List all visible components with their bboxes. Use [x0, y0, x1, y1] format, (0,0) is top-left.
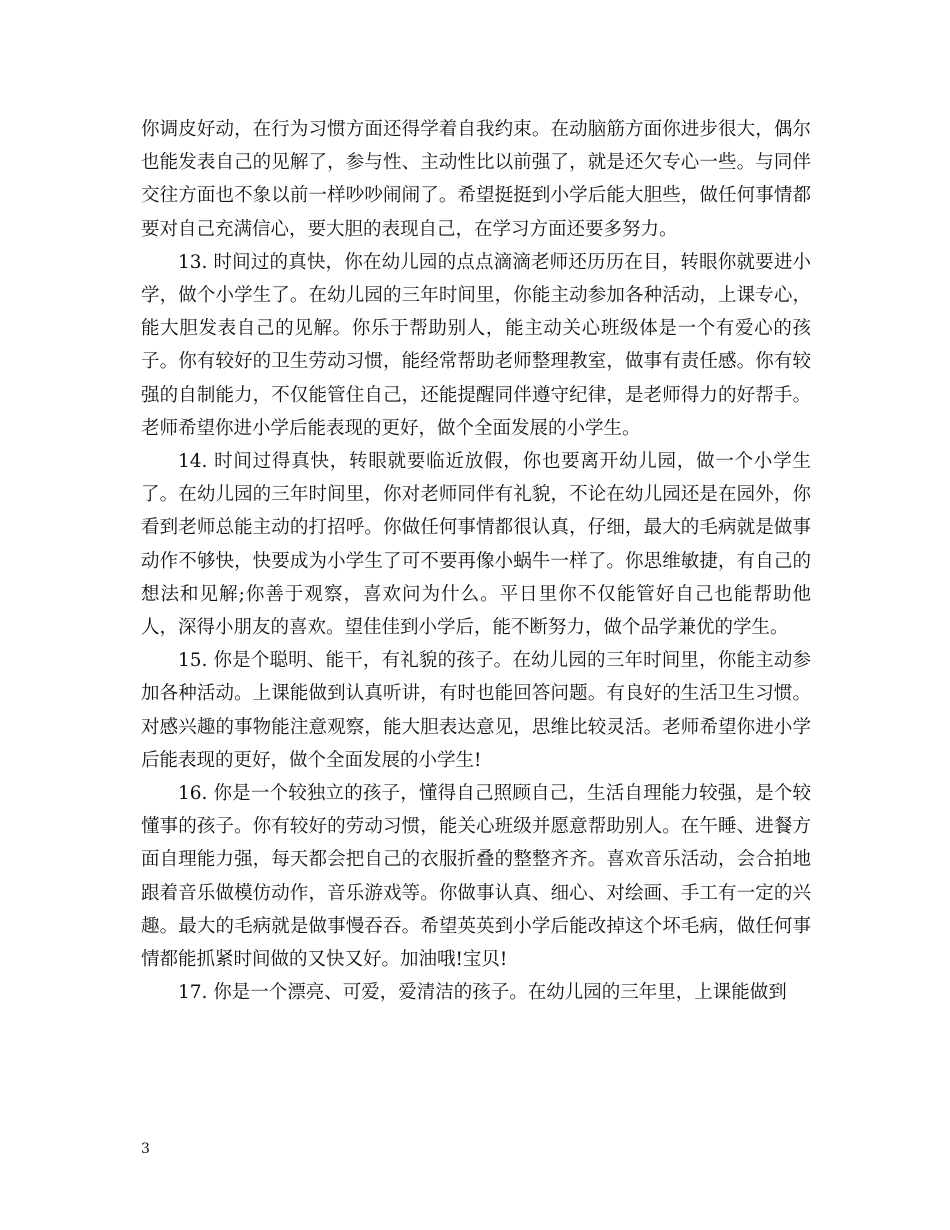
document-body — [141, 113, 811, 1009]
paragraph-item-13: 13. 时间过的真快，你在幼儿园的点点滴滴老师还历历在目，转眼你就要进小学，做个小学生了。在幼儿园的三年时间里，你能主动参加各种活动，上课专心，能大胆发表自己的见解。你乐于帮助别人，能主动关心班级体是一个有爱心的孩子。你有较好的卫生劳动习惯，能经常帮助老师整理教室，做事有责任感。你有较强的自制能力，不仅能管住自己，还能提醒同伴遵守纪律，是老师得力的好帮手。老师希望你进小学后能表现的更好，做个全面发展的小学生。 — [141, 251, 811, 439]
paragraph-continuation: 你调皮好动，在行为习惯方面还得学着自我约束。在动脑筋方面你进步很大，偶尔也能发表自己的见解了，参与性、主动性比以前强了，就是还欠专心一些。与同伴交往方面也不象以前一样吵吵闹闹了。希望挺挺到小学后能大胆些，做任何事情都要对自己充满信心，要大胆的表现自己，在学习方面还要多努力。 — [141, 119, 811, 240]
paragraph-item-15: 15. 你是个聪明、能干，有礼貌的孩子。在幼儿园的三年时间里，你能主动参加各种活动。上课能做到认真听讲，有时也能回答问题。有良好的生活卫生习惯。对感兴趣的事物能注意观察，能大胆表达意见，思维比较灵活。老师希望你进小学后能表现的更好，做个全面发展的小学生! — [141, 650, 811, 771]
paragraph-item-16: 16. 你是一个较独立的孩子，懂得自己照顾自己，生活自理能力较强，是个较懂事的孩子。你有较好的劳动习惯，能关心班级并愿意帮助别人。在午睡、进餐方面自理能力强，每天都会把自己的衣服折叠的整整齐齐。喜欢音乐活动，会合拍地跟着音乐做模仿动作，音乐游戏等。你做事认真、细心、对绘画、手工有一定的兴趣。最大的毛病就是做事慢吞吞。希望英英到小学后能改掉这个坏毛病，做任何事情都能抓紧时间做的又快又好。加油哦!宝贝! — [141, 783, 811, 971]
paragraph-item-17: 17. 你是一个漂亮、可爱，爱清洁的孩子。在幼儿园的三年里，上课能做到 — [178, 982, 787, 1004]
paragraph-item-14: 14. 时间过得真快，转眼就要临近放假，你也要离开幼儿园，做一个小学生了。在幼儿园的三年时间里，你对老师同伴有礼貌，不论在幼儿园还是在园外，你看到老师总能主动的打招呼。你做任何事情都很认真，仔细，最大的毛病就是做事动作不够快，快要成为小学生了可不要再像小蜗牛一样了。你思维敏捷，有自己的想法和见解;你善于观察，喜欢问为什么。平日里你不仅能管好自己也能帮助他人，深得小朋友的喜欢。望佳佳到小学后，能不断努力，做个品学兼优的学生。 — [141, 451, 811, 639]
page-number: 3 — [141, 1141, 150, 1157]
